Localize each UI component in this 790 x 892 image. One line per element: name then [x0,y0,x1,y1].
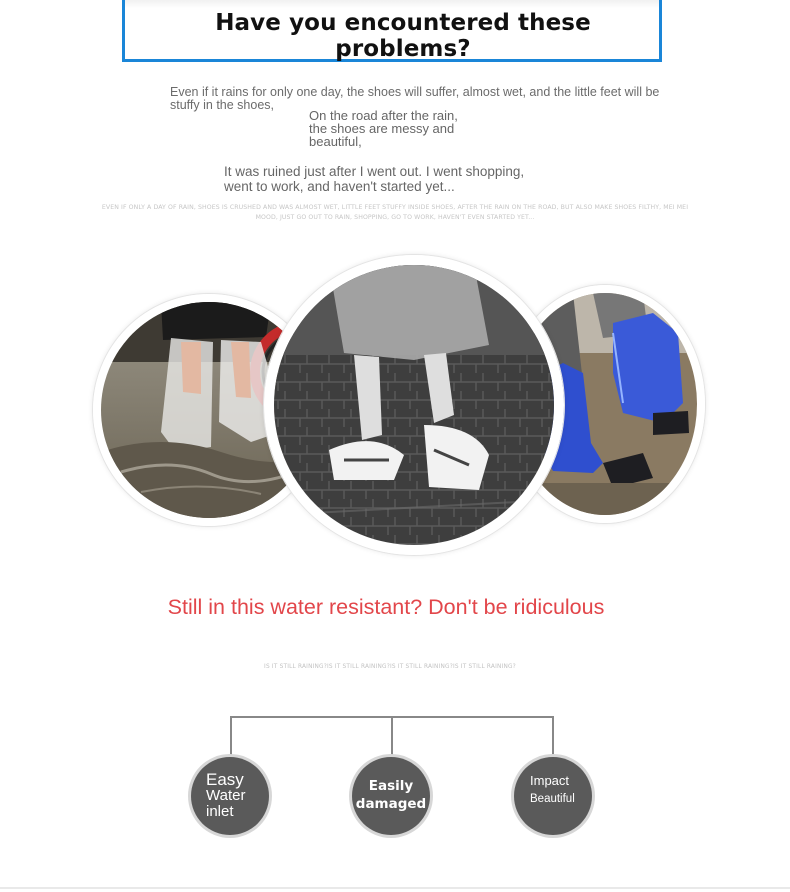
street-scene-illustration [274,265,554,545]
page-title: Have you encountered these problems? [215,10,591,62]
intro-line-1: Even if it rains for only one day, the shoes will suffer, almost wet, and the little feet will be stuffy in the shoes, [170,85,660,112]
slogan-heading: Still in this water resistant? Don't be ridiculous [167,595,605,619]
bottom-divider [0,887,790,889]
problem-impact-beautiful [514,757,592,835]
problem-2-line-1: Easily [368,778,414,794]
intro-line-2: On the road after the rain, the shoes are messy and beautiful, [309,108,458,149]
problem-easily-damaged [352,757,430,835]
connector-left [230,716,232,758]
problem-1-line-2: Water [206,787,246,804]
slogan-fine-print: IS IT STILL RAINING?IS IT STILL RAINING?IS IT STILL RAINING?IS IT STILL RAINING? [264,664,516,670]
header-banner [122,0,662,62]
problem-3-line-1: Impact [530,773,570,788]
intro-fine-print: EVEN IF ONLY A DAY OF RAIN, SHOES IS CRUSHED AND WAS ALMOST WET, LITTLE FEET STUFFY INSIDE SHOES, AFTER THE RAIN ON THE ROAD, BUT ALSO MAKE SHOES FILTHY, MEI MEI MOOD, JUST GO OUT TO RAIN, SHOPPING, GO TO WORK, HAVEN'T EVEN STARTED YET... [101,204,689,221]
problem-1-line-1: Easy [206,770,244,789]
problem-2-line-2: damaged [355,796,427,812]
problem-easy-water-inlet [191,757,269,835]
connector-right [552,716,554,758]
connector-middle [391,716,393,758]
problem-1-line-3: inlet [206,803,234,820]
intro-line-3: It was ruined just after I went out. I went shopping, went to work, and haven't started yet... [224,164,525,194]
photo-street-shoe-covers [264,255,564,555]
header-cropped-image-strip [125,0,659,8]
problem-3-line-2: Beautiful [530,793,575,805]
